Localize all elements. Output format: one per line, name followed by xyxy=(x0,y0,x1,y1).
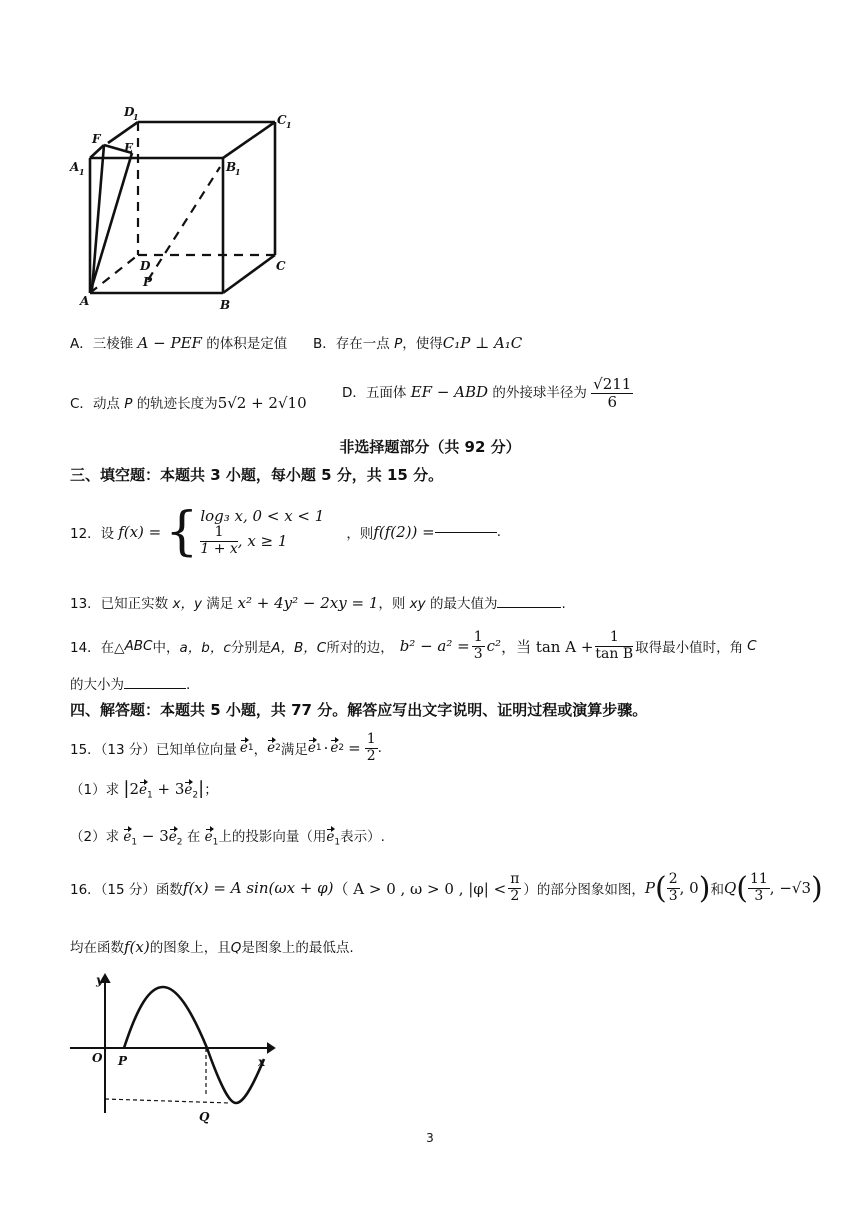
section-answer: 四、解答题：本题共 5 小题，共 77 分。解答应写出文字说明、证明过程或演算步骤。 xyxy=(70,701,648,719)
graph-label-q: Q xyxy=(199,1110,210,1124)
option-d: D．五面体 EF − ABD 的外接球半径为 $\frac{√211}{6}$ xyxy=(342,375,632,411)
option-b: B．存在一点 P，使得C₁P ⊥ A₁C xyxy=(313,334,523,352)
question-16: 16．（15 分）函数 f(x) = A sin(ωx + φ) （ A > 0 , ω > 0 , |φ| < $\frac{\pi}{2}$ ）的部分图象如图， P ( $\frac{2}{3}$ , 0 ) 和 Q ( $\frac{11}{3}$ , −√3 ) xyxy=(70,870,823,906)
section-nonchoice: 非选择题部分（共 92 分） xyxy=(339,438,521,456)
question-15-part1: （1）求 $|2e_1 + 3e_2|$； xyxy=(70,778,218,801)
label-a1: A xyxy=(70,160,80,174)
question-16-line2: 均在函数f(x)的图象上，且Q是图象上的最低点. xyxy=(70,938,354,956)
question-12: 12．设 f(x) = { log₃ x, 0 < x < 1 $\frac{1}{1 + x}$ , x ≥ 1 ，则 f(f(2)) = . xyxy=(70,502,502,562)
graph-label-o: O xyxy=(92,1051,103,1065)
svg-text:1: 1 xyxy=(79,167,85,177)
graph-label-p: P xyxy=(118,1054,128,1068)
label-b: B xyxy=(220,298,231,312)
question-15: 15．（13 分）已知单位向量 e 1 ， e 2 满足 e 1 · e 2 = $\frac{1}{2}$ . xyxy=(70,731,382,764)
sine-graph xyxy=(60,965,290,1125)
option-a: A．三棱锥 A − PEF 的体积是定值 xyxy=(70,334,288,352)
svg-text:1: 1 xyxy=(235,167,241,177)
svg-text:1: 1 xyxy=(286,120,292,130)
label-b1: B xyxy=(226,160,237,174)
page-number: 3 xyxy=(426,1131,434,1145)
label-f: F xyxy=(92,132,101,146)
question-14-line2: 的大小为 . xyxy=(70,677,191,693)
svg-text:1: 1 xyxy=(133,112,139,122)
label-a: A xyxy=(80,294,90,308)
label-d1: D xyxy=(124,105,135,119)
cube-figure xyxy=(60,95,320,320)
question-15-part2: （2）求 $e_1 - 3e_2$ 在 $e_1$上的投影向量（用$e_1$表示）. xyxy=(70,827,385,848)
label-c: C xyxy=(276,259,286,273)
section-fill-in: 三、填空题：本题共 3 小题，每小题 5 分，共 15 分。 xyxy=(70,466,444,484)
label-d: D xyxy=(140,259,151,273)
graph-label-x: x xyxy=(258,1055,266,1069)
question-14: 14．在△ ABC 中， a，b，c 分别是 A，B，C 所对的边， b² − a² = $\frac{1}{3}$ c² ，当 tan A + $\frac{1}{\text{tan B}}$ 取得最小值时，角 C xyxy=(70,629,757,662)
label-p: P xyxy=(143,275,153,289)
label-e: E xyxy=(124,141,134,155)
option-c: C．动点 P 的轨迹长度为5√2 + 2√10 xyxy=(70,394,307,412)
question-13: 13．已知正实数 x，y 满足 x² + 4y² − 2xy = 1，则 xy 的最大值为 . xyxy=(70,594,566,612)
graph-label-y: y xyxy=(96,973,103,987)
label-c1: C xyxy=(277,113,287,127)
